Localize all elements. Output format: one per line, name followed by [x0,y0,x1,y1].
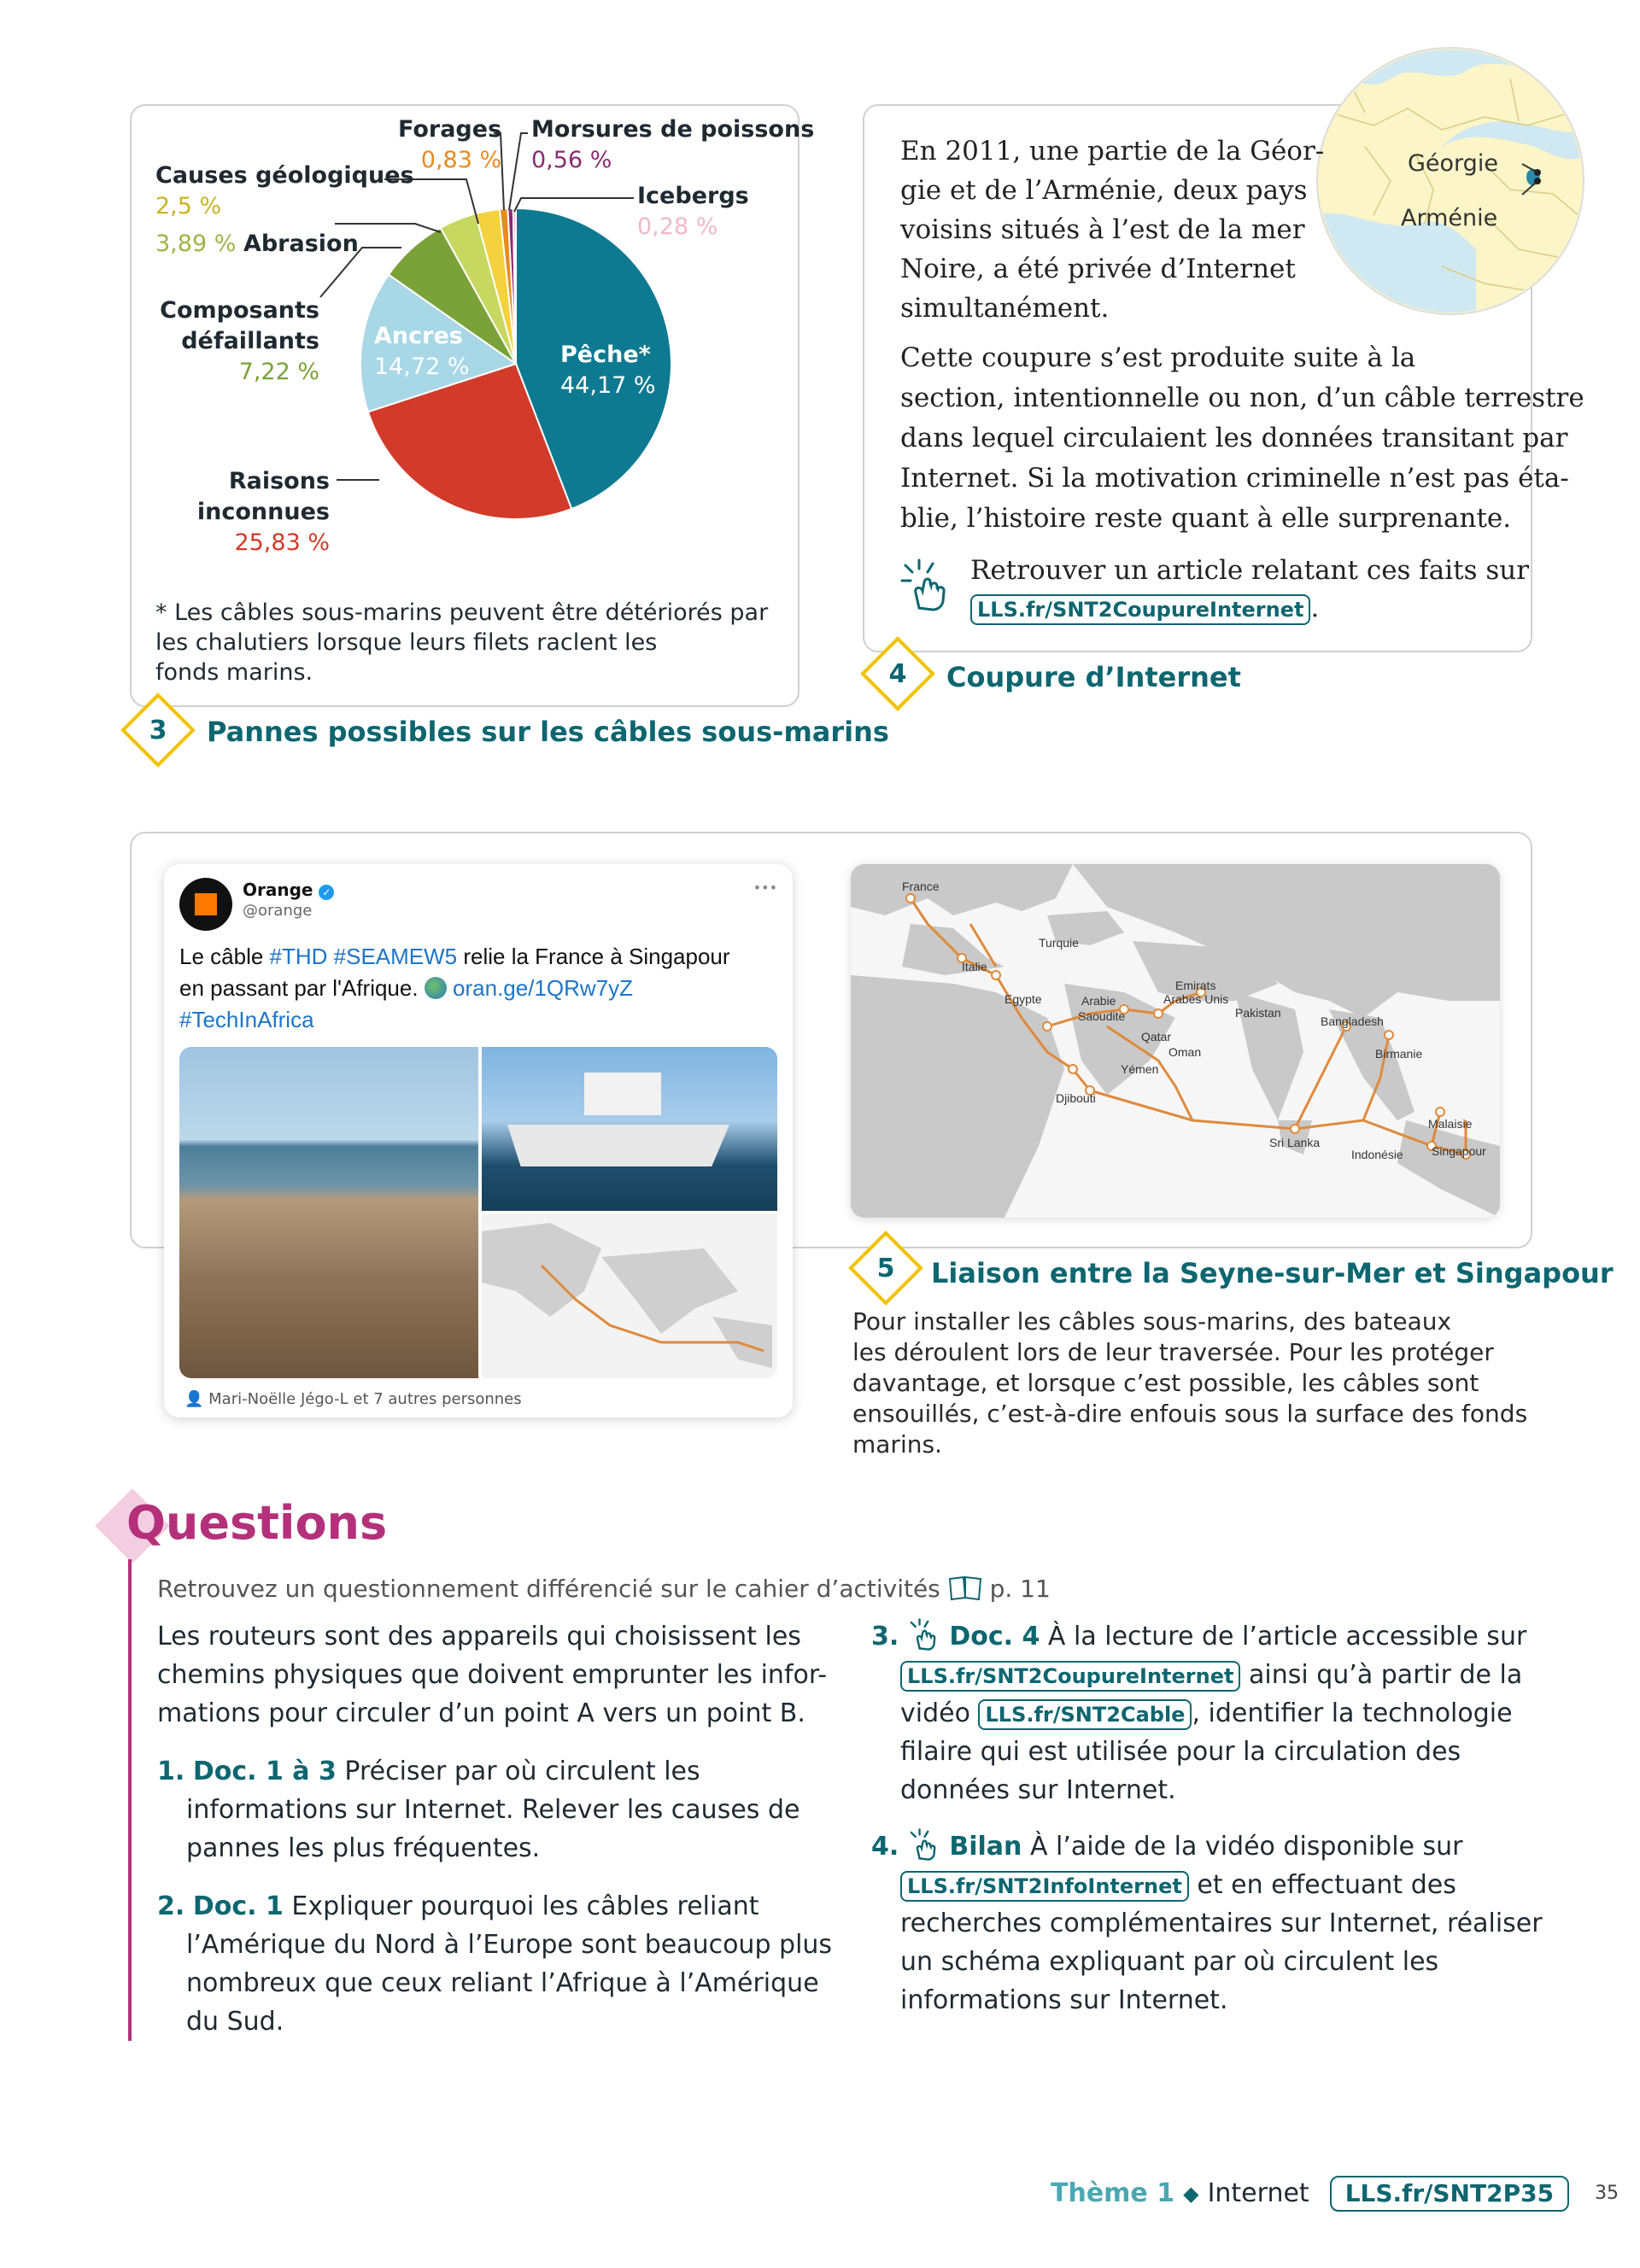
doc4-link-period: . [1310,593,1320,623]
doc3-footnote: * Les câbles sous-marins peuvent être détériorés par les chalutiers lorsque leurs filets raclent les fonds marins. [155,599,769,686]
map-birmanie: Birmanie [1375,1047,1423,1061]
doc5-number: 5 [876,1253,895,1283]
orange-avatar [179,878,232,931]
doc4-link-coupure[interactable]: LLS.fr/SNT2CoupureInternet [970,594,1310,625]
map-malaisie: Malaisie [1428,1117,1473,1131]
doc5-title: Liaison entre la Seyne-sur-Mer et Singapour [931,1257,1614,1289]
map-oman: Oman [1168,1045,1202,1059]
footer-section: Internet [1207,2178,1309,2208]
tweet-footer: 👤 Mari-Noëlle Jégo-L et 7 autres personnes [184,1390,522,1408]
map-yemen: Yémen [1121,1062,1159,1076]
link-info-internet[interactable]: LLS.fr/SNT2InfoInternet [900,1871,1189,1902]
map-arabie: Arabie [1081,994,1116,1008]
questions-heading: Questions [126,1496,388,1550]
tweet-photo-ship[interactable] [482,1047,777,1211]
page-footer [1051,2176,1619,2212]
tweet-photo-map[interactable] [482,1214,777,1378]
tweet-handle: @orange [243,902,313,920]
doc5-caption: Pour installer les câbles sous-marins, des bateaux les déroulent lors de leur traversée. Pour les protéger davantage, et lorsque c’est possible, les câbles sont ensouillés, c’est-à-dire enfouis sous la surface des fonds marins. [852,1307,1528,1458]
question-4: 4. Bilan À l’aide de la vidéo disponible sur LLS.fr/SNT2InfoInternet et en effectuant des recherches complémentaires sur Internet, réaliser un schéma expliquant par où circulent les informations sur Internet. [871,1827,1543,2020]
globe-icon [425,977,447,999]
caucasus-map [1314,44,1587,318]
diamond-icon: ◆ [1183,2182,1199,2206]
footer-theme: Thème 1 [1051,2178,1175,2208]
map-pakistan: Pakistan [1235,1006,1281,1020]
tweet-account: Orange ✓ [243,880,334,900]
map-label-georgie: Géorgie [1408,150,1498,177]
label-forages: Forages 0,83 % [398,116,502,173]
tweet-card[interactable] [164,864,793,1418]
tweet-text: Le câble #THD #SEAMEW5 relie la France à Singapour en passant par l'Afrique. oran.ge/1QRw7yZ #TechInAfrica [179,944,730,1032]
label-raisons-inconnues: Raisons inconnues 25,83 % [196,468,330,556]
doc4-link-row [970,593,1319,625]
book-icon [948,1575,982,1599]
verified-icon: ✓ [319,885,334,900]
label-morsures: Morsures de poissons 0,56 % [531,116,815,173]
label-ancres: Ancres 14,72 % [374,323,470,380]
map-singapour: Singapour [1432,1144,1486,1158]
doc3-number: 3 [149,715,167,745]
link-coupure-internet[interactable]: LLS.fr/SNT2CoupureInternet [900,1661,1240,1692]
map-qatar: Qatar [1141,1030,1172,1043]
map-emirats: Emirats [1175,979,1216,992]
question-3: 3. Doc. 4 À la lecture de l’article accessible sur LLS.fr/SNT2CoupureInternet ainsi qu’à partir de la vidéo LLS.fr/SNT2Cable , identifier la technologie filaire qui est utilisée pour la circulation des données sur Internet. [871,1617,1526,1809]
click-hand-icon [899,557,955,613]
questions-lead: Les routeurs sont des appareils qui choisissent les chemins physiques que doivent emprunter les infor- mations pour circuler d’un point A vers un point B. [157,1622,828,1728]
person-icon: 👤 [184,1390,204,1408]
tweet-link[interactable]: oran.ge/1QRw7yZ [453,975,634,1001]
map-indonesie: Indonésie [1351,1148,1403,1161]
link-snt2cable[interactable]: LLS.fr/SNT2Cable [978,1699,1192,1730]
doc3-title: Pannes possibles sur les câbles sous-marins [207,716,889,748]
doc4-link-intro: Retrouver un article relatant ces faits sur [970,555,1530,586]
questions-intro: Retrouvez un questionnement différencié sur le cahier d’activités p. 11 [157,1575,1051,1603]
map-sri-lanka: Sri Lanka [1269,1136,1321,1149]
map-label-armenie: Arménie [1401,205,1498,231]
click-hand-icon [907,1617,941,1651]
label-causes-geologiques: Causes géologiques 2,5 % [155,162,414,219]
doc4-paragraph-1: En 2011, une partie de la Géor- gie et de l’Arménie, deux pays voisins situés à l’est de la mer Noire, a été privée d’Internet simultanément. [900,136,1325,324]
map-turquie: Turquie [1039,936,1079,950]
label-abrasion: 3,89 % Abrasion [155,231,359,257]
click-hand-icon [907,1827,941,1862]
map-djibouti: Djibouti [1056,1091,1096,1105]
question-1: 1. Doc. 1 à 3 Préciser par où circulent les informations sur Internet. Relever les causes de pannes les plus fréquentes. [157,1757,800,1863]
cable-map [851,864,1500,1218]
map-bangladesh: Bangladesh [1321,1014,1384,1028]
footer-link[interactable]: LLS.fr/SNT2P35 [1330,2176,1569,2212]
map-italie: Italie [962,960,987,973]
doc4-title: Coupure d’Internet [946,661,1241,693]
map-egypte: Egypte [1004,992,1042,1006]
doc4-paragraph-2: Cette coupure s’est produite suite à la section, intentionnelle ou non, d’un câble terrestre dans lequel circulaient les données transitant par Internet. Si la motivation criminelle n’est pas éta- blie, l’histoire reste quant à elle surprenante. [900,342,1584,534]
page-number: 35 [1595,2183,1620,2204]
doc4-number: 4 [888,658,907,689]
label-composants: Composants défaillants 7,22 % [160,297,319,385]
label-peche: Pêche* 44,17 % [560,342,656,399]
label-icebergs: Icebergs 0,28 % [637,183,749,240]
tweet-menu-icon[interactable]: ••• [753,880,777,896]
map-arabes-unis: Arabes Unis [1163,992,1229,1006]
tweet-photo-beach[interactable] [179,1047,478,1378]
map-france: France [902,880,940,893]
map-saoudite: Saoudite [1078,1009,1126,1023]
questions-rule [128,1559,132,2041]
question-2: 2. Doc. 1 Expliquer pourquoi les câbles reliant l’Amérique du Nord à l’Europe sont beaucoup plus nombreux que ceux reliant l’Afrique à l’Amérique du Sud. [157,1891,833,2037]
